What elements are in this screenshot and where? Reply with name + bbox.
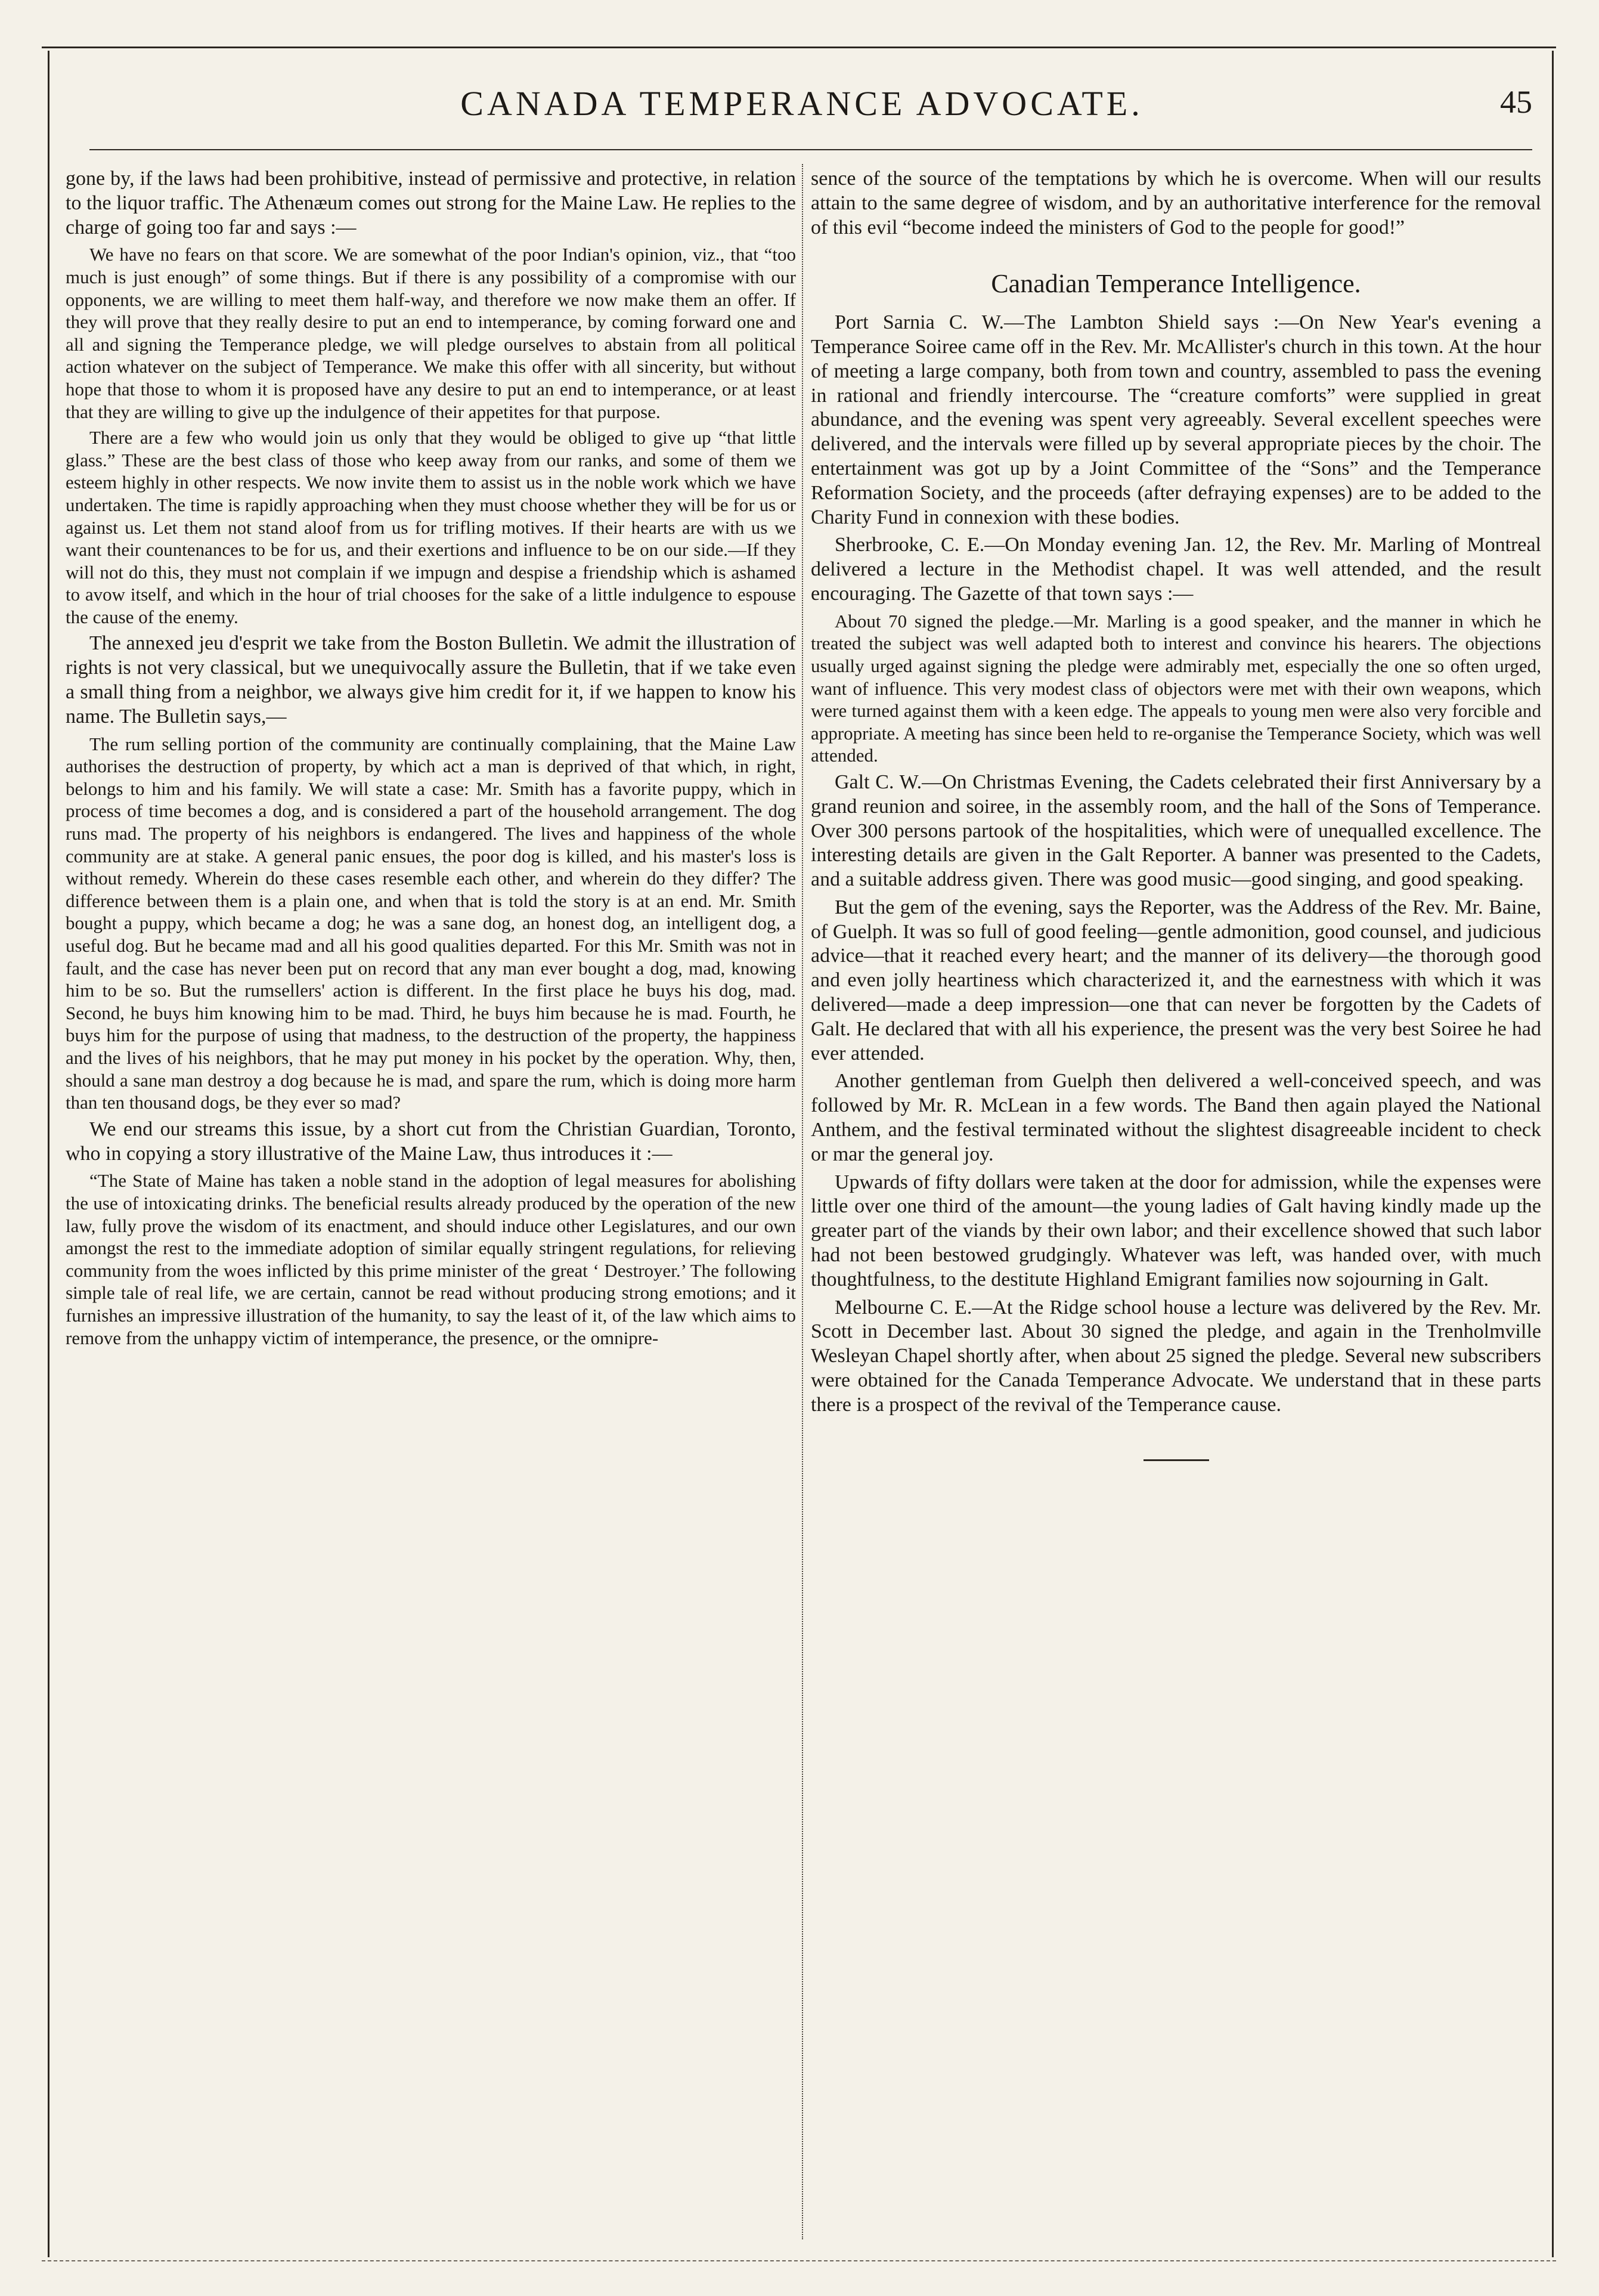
bottom-border-rule — [42, 2260, 1556, 2261]
right-column — [811, 167, 1541, 1461]
end-rule — [1144, 1459, 1209, 1461]
quoted-paragraph: There are a few who would join us only that they would be obliged to give up “that little glass.” These are the best class of those who keep away from our ranks, and some of them we esteem highly in other respects. We now invite them to assist us in the noble work which we have undertaken. The time is rapidly approaching when they must choose whether they will be for us or against us. Let them not stand aloof from us for trifling motives. If their hearts are with us we want their countenances to be for us, and their exertions and influence to be on our side.—If they will not do this, they must not complain if we impugn and despise a friendship which is ashamed to avow itself, and which in the hour of trial chooses for the sake of a little indulgence to espouse the cause of the enemy. — [66, 427, 796, 627]
page-number: 45 — [1500, 84, 1532, 120]
article-paragraph: sence of the source of the temptations by which he is overcome. When will our results attain to the same degree of wisdom, and by an authoritative interference for the removal of this evil “become indeed the ministers of God to the people for good!” — [811, 168, 1541, 239]
section-heading: Canadian Temperance Intelligence. — [991, 269, 1361, 299]
left-column — [66, 167, 796, 1353]
news-item: Galt C. W.—On Christmas Evening, the Cadets celebrated their first Anniversary by a grand reunion and soiree, in the assembly room, and the hall of the Sons of Temperance. Over 300 persons partook of the hospitalities, which were of unequalled excellence. The interesting details are given in the Galt Reporter. A banner was presented to the Cadets, and a suitable address given. There was good music—good singing, and good speaking. — [811, 771, 1541, 891]
quoted-paragraph: The rum selling portion of the community are continually complaining, that the Maine Law authorises the destruction of property, by which act a man is deprived of that which, in right, belongs to him and his family. We will state a case: Mr. Smith has a favorite puppy, which in process of time becomes a dog, and is considered a part of the household arrangement. The dog runs mad. The property of his neighbors is endangered. The lives and happiness of the whole community are at stake. A general panic ensues, the poor dog is killed, and his master's loss is without remedy. Wherein do these cases resemble each other, and wherein do they differ? The difference between them is a plain one, and when that is told the story is at an end. Mr. Smith bought a puppy, which became a dog; he was a sane dog, an honest dog, an intelligent dog, a useful dog. But he became mad and all his good qualities departed. For this Mr. Smith was not in fault, and the case has never been put on record that any man ever bought a dog, mad, knowing him to be so. But the rumsellers' action is different. In the first place he buys his dog, mad. Second, he buys him knowing him to be mad. Third, he buys him because he is mad. Fourth, he buys him for the purpose of using that madness, to the destruction of the property, the happiness and the lives of his neighbors, that he may put money in his pocket by the operation. Why, then, should a sane man destroy a dog because he is mad, and spare the rum, which is doing more harm than ten thousand dogs, be they ever so mad? — [66, 733, 796, 1113]
top-border-rule — [42, 47, 1556, 48]
quoted-paragraph: “The State of Maine has taken a noble stand in the adoption of legal measures for abolishing the use of intoxicating drinks. The beneficial results already produced by the operation of the new law, fully prove the wisdom of its enactment, and should induce other Legislatures, and our own amongst the rest to the immediate adoption of similar equally stringent regulations, for relieving community from the woes inflicted by this prime minister of the great ‘ Destroyer.’ The following simple tale of real life, we are certain, cannot be read without producing strong emotions; and it furnishes an impressive illustration of the humanity, to say the least of it, of the law which aims to remove from the unhappy victim of intemperance, the presence, or the omnipre- — [66, 1170, 796, 1348]
article-paragraph: Upwards of fifty dollars were taken at the door for admission, while the expenses were little over one third of the amount—the young ladies of Galt having kindly made up the greater part of the viands by their own labor; and their excellence showed that such labor had not been bestowed grudgingly. Whatever was left, was handed over, with much thoughtfulness, to the destitute Highland Emigrant families now sojourning in Galt. — [811, 1171, 1541, 1291]
news-item: Melbourne C. E.—At the Ridge school house a lecture was delivered by the Rev. Mr. Scott in December last. About 30 signed the pledge, and again in the Trenholmville Wesleyan Chapel shortly after, when about 25 signed the pledge. Several new subscribers were obtained for the Canada Temperance Advocate. We understand that in these parts there is a prospect of the revival of the Temperance cause. — [811, 1296, 1541, 1416]
quoted-paragraph: We have no fears on that score. We are somewhat of the poor Indian's opinion, viz., that “too much is just enough” of some things. But if there is any possibility of a compromise with our opponents, we are willing to meet them half-way, and therefore we now make them an offer. If they will prove that they really desire to put an end to intemperance, by coming forward one and all and signing the Temperance pledge, we will pledge ourselves to abstain from all political action whatever on the subject of Temperance. We make this offer with all sincerity, but without hope that those to whom it is proposed have any desire to put an end to intemperance, or at least that they are willing to give up the indulgence of their appetites for that purpose. — [66, 244, 796, 422]
article-paragraph: Another gentleman from Guelph then delivered a well-conceived speech, and was followed by Mr. R. McLean in a few words. The Band then again played the National Anthem, and the festival terminated without the slightest disagreeable incident to check or mar the general joy. — [811, 1070, 1541, 1165]
article-paragraph: But the gem of the evening, says the Reporter, was the Address of the Rev. Mr. Baine, of Guelph. It was so full of good feeling—gentle admonition, good counsel, and judicious advice—that it reached every heart; and the manner of its delivery—the thorough good and even jolly heartiness which characterized it, and the earnestness with which it was delivered—made a deep impression—one that can never be forgotten by the Cadets of Galt. He declared that with all his experience, the present was the very best Soiree he had ever attended. — [811, 896, 1541, 1065]
newspaper-title: CANADA TEMPERANCE ADVOCATE. — [460, 84, 1144, 123]
masthead — [66, 83, 1538, 131]
column-divider — [802, 164, 803, 2239]
article-paragraph: We end our streams this issue, by a short cut from the Christian Guardian, Toronto, who in copying a story illustrative of the Maine Law, thus introduces it :— — [66, 1118, 796, 1165]
news-item: Sherbrooke, C. E.—On Monday evening Jan. 12, the Rev. Mr. Marling of Montreal delivered a lecture in the Methodist chapel. It was well attended, and the result encouraging. The Gazette of that town says :— — [811, 534, 1541, 605]
article-paragraph: The annexed jeu d'esprit we take from the Boston Bulletin. We admit the illustration of rights is not very classical, but we unequivocally assure the Bulletin, that if we take even a small thing from a neighbor, we always give him credit for it, if we happen to know his name. The Bulletin says,— — [66, 632, 796, 728]
article-paragraph: gone by, if the laws had been prohibitive, instead of permissive and protective, in relation to the liquor traffic. The Athenæum comes out strong for the Maine Law. He replies to the charge of going too far and says :— — [66, 168, 796, 239]
news-item: Port Sarnia C. W.—The Lambton Shield says :—On New Year's evening a Temperance Soiree came off in the Rev. Mr. McAllister's church in this town. At the hour of meeting a large company, both from town and country, assembled to pass the evening in rational and friendly intercourse. The “creature comforts” were supplied in great abundance, and the evening was spent very agreeably. Several excellent speeches were delivered, and the intervals were filled up by several appropriate pieces by the choir. The entertainment was got up by a Joint Committee of the “Sons” and the Temperance Reformation Society, and the proceeds (after defraying expenses) are to be added to the Charity Fund in connexion with these bodies. — [811, 311, 1541, 528]
header-rule — [89, 149, 1532, 150]
quoted-paragraph: About 70 signed the pledge.—Mr. Marling is a good speaker, and the manner in which he treated the subject was well adapted both to interest and convince his hearers. The objections usually urged against signing the pledge were admirably met, especially the one so often urged, want of influence. This very modest class of objectors were met with their own weapons, which were turned against them with a keen edge. The appeals to young men were also very forcible and appropriate. A meeting has since been held to re-organise the Temperance Society, which was well attended. — [811, 610, 1541, 766]
